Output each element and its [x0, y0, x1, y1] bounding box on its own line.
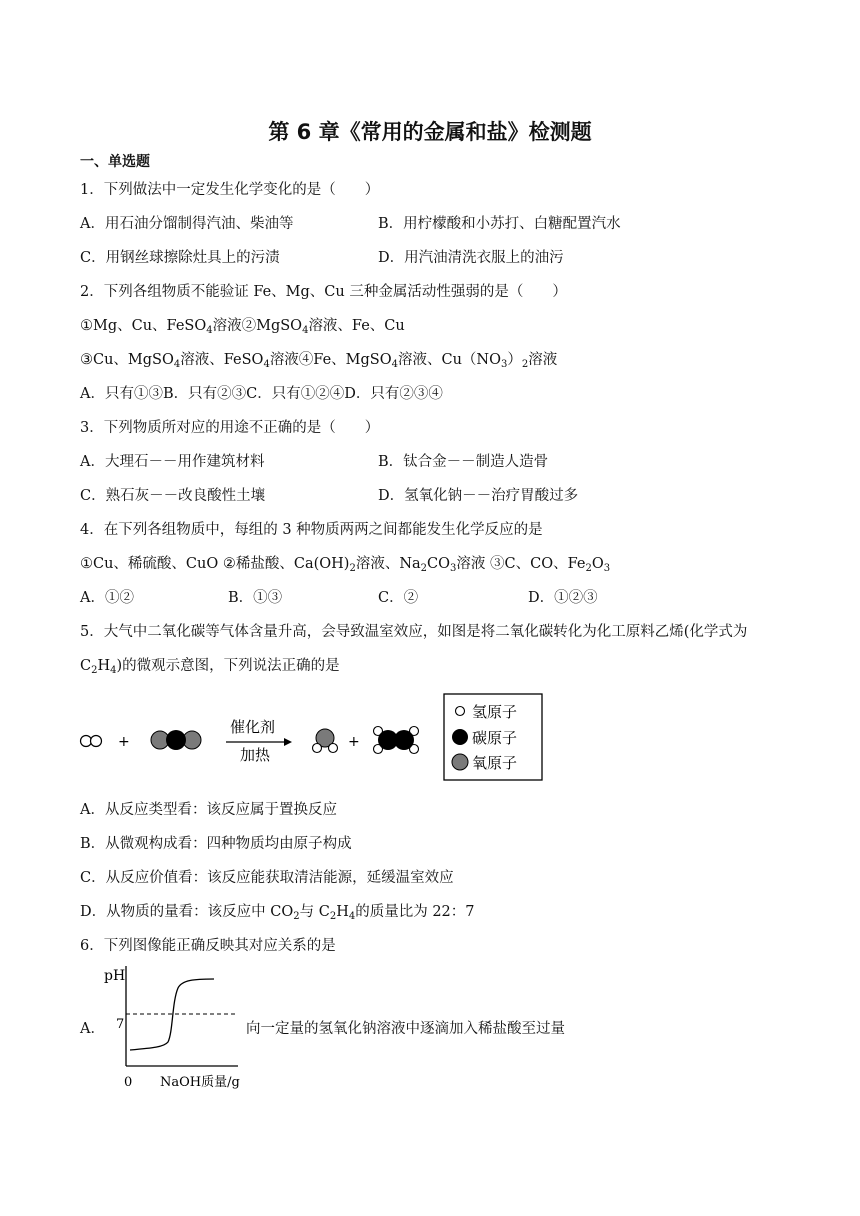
- graph-origin-label: 0: [124, 1075, 133, 1090]
- page-title: 第 6 章《常用的金属和盐》检测题: [268, 120, 592, 144]
- q4-option-d: D．①②③: [528, 590, 598, 606]
- ethylene-molecule: [374, 727, 419, 754]
- oxygen-atom-icon: [452, 754, 468, 770]
- question-1-stem: 1．下列做法中一定发生化学变化的是（ ）: [80, 182, 380, 198]
- water-molecule: [313, 729, 338, 753]
- q2-line-1: ①Mg、Cu、FeSO$_4$溶液②MgSO$_4$溶液、Fe、Cu: [80, 318, 405, 336]
- q2-line-2: ③Cu、MgSO$_4$溶液、FeSO$_4$溶液④Fe、MgSO$_4$溶液、$Cu(NO_3)_2$溶液: [80, 352, 558, 370]
- q3-option-a: A．大理石－－用作建筑材料: [80, 454, 265, 470]
- q2-options: A．只有①③B．只有②③C．只有①②④D．只有②③④: [80, 386, 443, 402]
- q4-option-b: B．①③: [228, 590, 283, 606]
- q4-groups: ①Cu、稀硫酸、CuO ②稀盐酸、$Ca(OH)_2$溶液、$Na_2CO_3$溶液 ③C、CO、$Fe_2O_3$: [80, 556, 611, 574]
- q1-option-d: D．用汽油清洗衣服上的油污: [378, 250, 564, 266]
- question-3-stem: 3．下列物质所对应的用途不正确的是（ ）: [80, 420, 380, 436]
- reaction-arrow-head: [284, 738, 292, 746]
- q6-option-a-label: A．: [80, 1021, 105, 1037]
- hydrogen-atom-icon: [456, 707, 465, 716]
- graph-y-label: pH: [104, 968, 126, 984]
- legend-carbon: 碳原子: [472, 729, 518, 747]
- hydrogen-molecule: [81, 736, 102, 747]
- graph-x-label: NaOH质量/g: [160, 1075, 240, 1090]
- q5-option-c: C．从反应价值看：该反应能获取清洁能源，延缓温室效应: [80, 870, 454, 886]
- question-2-stem: 2．下列各组物质不能验证 Fe、Mg、Cu 三种金属活动性强弱的是（ ）: [80, 284, 567, 300]
- legend-hydrogen: 氢原子: [472, 703, 518, 721]
- q4-option-a: A．①②: [80, 590, 134, 606]
- question-5-stem-line-2: $C_2H_4$)的微观示意图，下列说法正确的是: [80, 658, 340, 676]
- heat-label: 加热: [240, 746, 271, 764]
- q4-option-c: C．②: [378, 590, 419, 606]
- q1-option-c: C．用钢丝球擦除灶具上的污渍: [80, 250, 280, 266]
- carbon-atom-icon: [452, 729, 468, 745]
- graph-7-label: 7: [116, 1017, 125, 1032]
- q1-option-b: B．用柠檬酸和小苏打、白糖配置汽水: [378, 216, 621, 232]
- q5-option-a: A．从反应类型看：该反应属于置换反应: [80, 802, 337, 818]
- question-5-stem-line-1: 5．大气中二氧化碳等气体含量升高，会导致温室效应，如图是将二氧化碳转化为化工原料乙烯(化学式为: [80, 624, 748, 640]
- q5-option-b: B．从微观构成看：四种物质均由原子构成: [80, 836, 352, 852]
- plus-sign-2: +: [348, 734, 360, 750]
- atom-legend: [444, 694, 542, 780]
- ph-graph: [98, 962, 248, 1096]
- q3-option-d: D．氢氧化钠－－治疗胃酸过多: [378, 488, 579, 504]
- co2-molecule: [151, 730, 201, 750]
- question-6-stem: 6．下列图像能正确反映其对应关系的是: [80, 938, 336, 954]
- q3-option-b: B．钛合金－－制造人造骨: [378, 454, 549, 470]
- reaction-micro-diagram: [76, 692, 546, 790]
- q5-option-d: D．从物质的量看：该反应中 $CO_2$与 $C_2H_4$的质量比为 22：7: [80, 904, 475, 922]
- legend-oxygen: 氧原子: [472, 754, 518, 772]
- q1-option-a: A．用石油分馏制得汽油、柴油等: [80, 216, 294, 232]
- section-heading: 一、单选题: [80, 154, 150, 170]
- plus-sign-1: +: [118, 734, 130, 750]
- q6-option-a-caption: 向一定量的氢氧化钠溶液中逐滴加入稀盐酸至过量: [246, 1021, 565, 1037]
- question-4-stem: 4．在下列各组物质中，每组的 3 种物质两两之间都能发生化学反应的是: [80, 522, 543, 538]
- q3-option-c: C．熟石灰－－改良酸性土壤: [80, 488, 266, 504]
- catalyst-label: 催化剂: [230, 718, 276, 736]
